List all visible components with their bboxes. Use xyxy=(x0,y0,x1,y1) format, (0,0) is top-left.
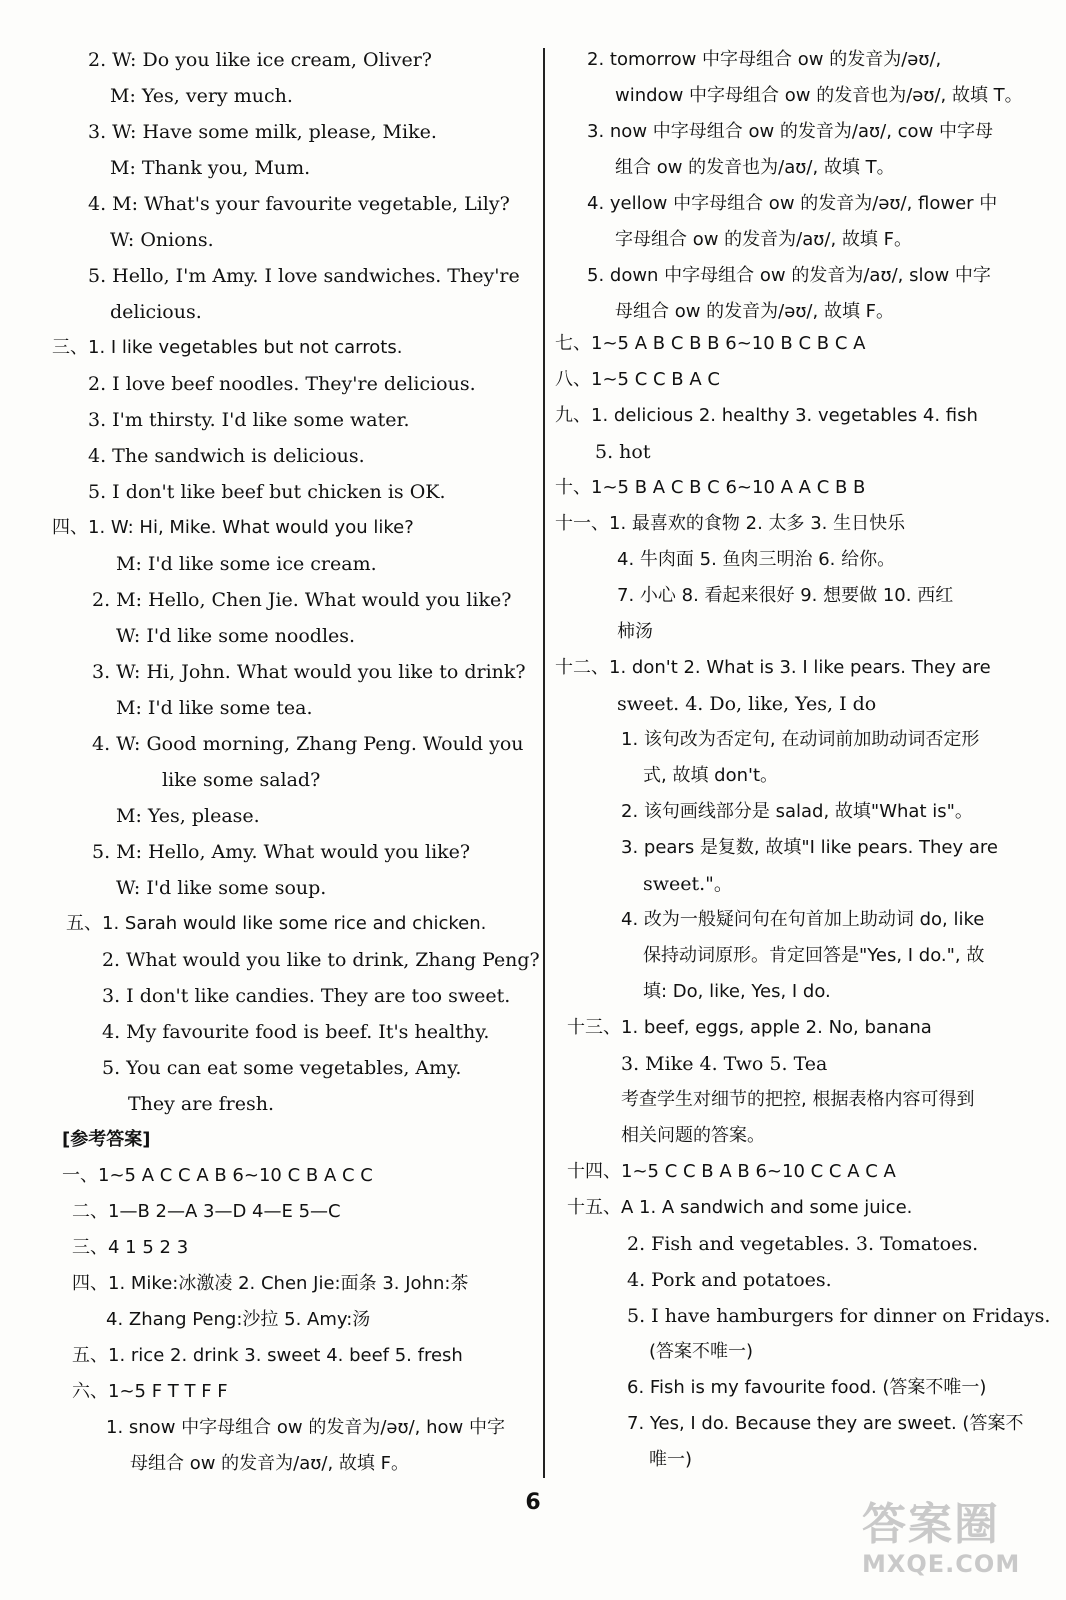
text-line: 保持动词原形。肯定回答是"Yes, I do.", 故 xyxy=(643,945,985,966)
text-line: 4. 改为一般疑问句在句首加上助动词 do, like xyxy=(621,909,985,930)
text-line: They are fresh. xyxy=(128,1093,275,1115)
text-line: 5. Hello, I'm Amy. I love sandwiches. They're xyxy=(88,265,520,287)
text-line: 十一、1. 最喜欢的食物 2. 太多 3. 生日快乐 xyxy=(555,513,906,534)
text-line: 十二、1. don't 2. What is 3. I like pears. They are xyxy=(555,657,991,678)
text-line: 4. W: Good morning, Zhang Peng. Would you xyxy=(92,733,524,755)
text-line: 4. 牛肉面 5. 鱼肉三明治 6. 给你。 xyxy=(617,549,896,570)
text-line: 3. now 中字母组合 ow 的发音为/aʊ/, cow 中字母 xyxy=(587,121,994,142)
text-line: [参考答案] xyxy=(62,1129,151,1150)
text-line: W: I'd like some noodles. xyxy=(116,625,356,647)
text-line: delicious. xyxy=(110,301,202,323)
text-line: 5. M: Hello, Amy. What would you like? xyxy=(92,841,471,863)
text-line: 2. W: Do you like ice cream, Oliver? xyxy=(88,49,432,71)
text-line: M: Thank you, Mum. xyxy=(110,157,311,179)
text-line: 母组合 ow 的发音为/əʊ/, 故填 F。 xyxy=(615,301,895,322)
text-line: like some salad? xyxy=(162,769,321,791)
text-line: 十五、A 1. A sandwich and some juice. xyxy=(567,1197,913,1218)
text-line: 八、1~5 C C B A C xyxy=(555,369,720,390)
text-line: 2. What would you like to drink, Zhang Peng? xyxy=(102,949,540,971)
text-line: 填: Do, like, Yes, I do. xyxy=(643,981,831,1002)
text-line: 唯一) xyxy=(649,1449,693,1470)
column-divider xyxy=(543,48,545,1478)
text-line: 母组合 ow 的发音为/aʊ/, 故填 F。 xyxy=(130,1453,409,1474)
text-line: 3. W: Have some milk, please, Mike. xyxy=(88,121,437,143)
text-line: 5. I have hamburgers for dinner on Fridays. xyxy=(627,1305,1051,1327)
text-line: 一、1~5 A C C A B 6~10 C B A C C xyxy=(62,1165,373,1186)
watermark-site: MXQE.COM xyxy=(862,1550,1021,1578)
text-line: 1. 该句改为否定句, 在动词前加助动词否定形 xyxy=(621,729,980,750)
text-line: M: Yes, please. xyxy=(116,805,260,827)
text-line: M: Yes, very much. xyxy=(110,85,293,107)
text-line: 七、1~5 A B C B B 6~10 B C B C A xyxy=(555,333,866,354)
text-line: 九、1. delicious 2. healthy 3. vegetables 4. fish xyxy=(555,405,978,426)
watermark-logo xyxy=(862,1500,1052,1590)
text-line: 四、1. W: Hi, Mike. What would you like? xyxy=(52,517,414,538)
text-line: 3. pears 是复数, 故填"I like pears. They are xyxy=(621,837,998,858)
text-line: 5. down 中字母组合 ow 的发音为/aʊ/, slow 中字 xyxy=(587,265,991,286)
text-line: 2. Fish and vegetables. 3. Tomatoes. xyxy=(627,1233,979,1255)
text-line: 5. You can eat some vegetables, Amy. xyxy=(102,1057,462,1079)
text-line: 二、1—B 2—A 3—D 4—E 5—C xyxy=(72,1201,341,1222)
text-line: W: I'd like some soup. xyxy=(116,877,327,899)
text-line: 2. I love beef noodles. They're delicious. xyxy=(88,373,476,395)
text-line: 三、4 1 5 2 3 xyxy=(72,1237,189,1258)
text-line: 组合 ow 的发音也为/aʊ/, 故填 T。 xyxy=(615,157,895,178)
text-line: M: I'd like some ice cream. xyxy=(116,553,377,575)
text-line: sweet."。 xyxy=(643,873,733,895)
text-line: 2. 该句画线部分是 salad, 故填"What is"。 xyxy=(621,801,973,822)
text-line: 3. I'm thirsty. I'd like some water. xyxy=(88,409,410,431)
text-line: 五、1. rice 2. drink 3. sweet 4. beef 5. fresh xyxy=(72,1345,463,1366)
text-line: sweet. 4. Do, like, Yes, I do xyxy=(617,693,877,715)
text-line: 六、1~5 F T T F F xyxy=(72,1381,228,1402)
text-line: 十四、1~5 C C B A B 6~10 C C A C A xyxy=(567,1161,896,1182)
text-line: 五、1. Sarah would like some rice and chicken. xyxy=(66,913,487,934)
text-line: M: I'd like some tea. xyxy=(116,697,313,719)
text-line: 2. M: Hello, Chen Jie. What would you like? xyxy=(92,589,512,611)
text-line: 4. The sandwich is delicious. xyxy=(88,445,365,467)
text-line: 3. W: Hi, John. What would you like to drink? xyxy=(92,661,526,683)
text-line: 相关问题的答案。 xyxy=(621,1125,765,1146)
text-line: 7. Yes, I do. Because they are sweet. (答案不 xyxy=(627,1413,1024,1434)
text-line: 柿汤 xyxy=(617,621,653,642)
text-line: 十、1~5 B A C B C 6~10 A A C B B xyxy=(555,477,866,498)
text-line: 4. Pork and potatoes. xyxy=(627,1269,832,1291)
text-line: 4. Zhang Peng:沙拉 5. Amy:汤 xyxy=(106,1309,371,1330)
text-line: 四、1. Mike:冰激凌 2. Chen Jie:面条 3. John:茶 xyxy=(72,1273,469,1294)
text-line: 三、1. I like vegetables but not carrots. xyxy=(52,337,403,358)
text-line: (答案不唯一) xyxy=(649,1341,754,1362)
page-number: 6 xyxy=(525,1490,541,1515)
text-line: 7. 小心 8. 看起来很好 9. 想要做 10. 西红 xyxy=(617,585,954,606)
text-line: window 中字母组合 ow 的发音也为/əʊ/, 故填 T。 xyxy=(615,85,1023,106)
text-line: 3. Mike 4. Two 5. Tea xyxy=(621,1053,828,1075)
text-line: 4. My favourite food is beef. It's healthy. xyxy=(102,1021,490,1043)
text-line: 2. tomorrow 中字母组合 ow 的发音为/əʊ/, xyxy=(587,49,942,70)
text-line: W: Onions. xyxy=(110,229,214,251)
text-line: 式, 故填 don't。 xyxy=(643,765,779,786)
text-line: 1. snow 中字母组合 ow 的发音为/əʊ/, how 中字 xyxy=(106,1417,505,1438)
text-line: 4. M: What's your favourite vegetable, Lily? xyxy=(88,193,510,215)
text-line: 字母组合 ow 的发音为/aʊ/, 故填 F。 xyxy=(615,229,912,250)
text-line: 5. I don't like beef but chicken is OK. xyxy=(88,481,446,503)
text-line: 4. yellow 中字母组合 ow 的发音为/əʊ/, flower 中 xyxy=(587,193,998,214)
text-line: 5. hot xyxy=(595,441,651,463)
text-line: 十三、1. beef, eggs, apple 2. No, banana xyxy=(567,1017,932,1038)
text-line: 6. Fish is my favourite food. (答案不唯一) xyxy=(627,1377,987,1398)
text-line: 考查学生对细节的把控, 根据表格内容可得到 xyxy=(621,1089,975,1110)
text-line: 3. I don't like candies. They are too sweet. xyxy=(102,985,511,1007)
watermark-main: 答案圈 xyxy=(862,1499,1000,1550)
